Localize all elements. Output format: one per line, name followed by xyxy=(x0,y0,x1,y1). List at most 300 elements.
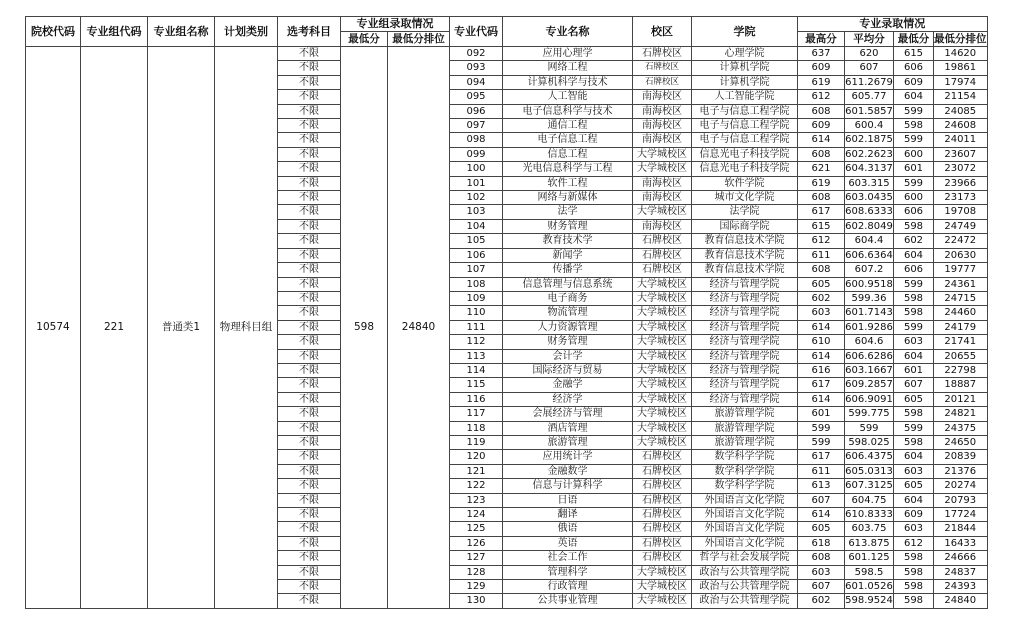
avg-score-cell: 600.9518 xyxy=(845,278,893,290)
admission-table xyxy=(25,16,988,609)
max-score-cell: 608 xyxy=(798,147,845,161)
major-name-cell: 网络工程 xyxy=(503,61,633,75)
major-code-cell: 130 xyxy=(450,594,503,608)
major-code-cell: 122 xyxy=(450,479,503,493)
college-cell: 经济与管理学院 xyxy=(692,277,798,291)
campus-cell: 石牌校区 xyxy=(633,450,692,464)
avg-score-cell: 609.2857 xyxy=(845,379,893,391)
min-score-cell: 609 xyxy=(894,75,934,89)
min-rank-cell: 24608 xyxy=(934,119,988,133)
min-rank-cell: 21154 xyxy=(934,90,988,104)
max-score-cell: 611 xyxy=(798,248,845,262)
campus-cell: 大学城校区 xyxy=(633,580,692,594)
college-cell: 经济与管理学院 xyxy=(692,335,798,349)
max-score-cell: 617 xyxy=(798,205,845,219)
campus-cell: 南海校区 xyxy=(633,191,692,205)
max-score-cell: 608 xyxy=(798,263,845,277)
header-subjects: 选考科目 xyxy=(278,17,341,47)
college-cell: 外国语言文化学院 xyxy=(692,536,798,550)
college-cell: 人工智能学院 xyxy=(692,90,798,104)
min-rank-cell: 24821 xyxy=(934,407,988,421)
min-score-cell: 598 xyxy=(894,580,934,594)
campus-cell: 大学城校区 xyxy=(633,147,692,161)
group-name-cell: 普通类1 xyxy=(148,47,215,609)
max-score-cell: 608 xyxy=(798,191,845,205)
campus-cell: 大学城校区 xyxy=(633,335,692,349)
major-name-cell: 电子信息科学与技术 xyxy=(503,104,633,118)
campus-cell: 南海校区 xyxy=(633,90,692,104)
campus-cell: 南海校区 xyxy=(633,119,692,133)
subject-cell: 不限 xyxy=(278,378,341,392)
college-cell: 旅游管理学院 xyxy=(692,407,798,421)
avg-score-cell: 620 xyxy=(845,47,894,61)
major-name-cell: 传播学 xyxy=(503,263,633,277)
major-name-cell: 人工智能 xyxy=(503,90,633,104)
avg-score-cell: 605.77 xyxy=(845,90,894,104)
major-name-cell: 日语 xyxy=(503,493,633,507)
school-code-cell: 10574 xyxy=(26,47,81,609)
major-code-cell: 112 xyxy=(450,335,503,349)
max-score-cell: 612 xyxy=(798,234,845,248)
subject-cell: 不限 xyxy=(278,219,341,233)
max-score-cell: 603 xyxy=(798,565,845,579)
min-rank-cell: 16433 xyxy=(934,536,988,550)
header-min-rank: 最低分排位 xyxy=(934,33,987,45)
min-score-cell: 604 xyxy=(894,450,934,464)
major-code-cell: 111 xyxy=(450,320,503,334)
college-cell: 教育信息技术学院 xyxy=(692,234,798,248)
plan-type-cell: 物理科目组 xyxy=(215,47,278,609)
subject-cell: 不限 xyxy=(278,450,341,464)
subject-cell: 不限 xyxy=(278,493,341,507)
min-rank-cell: 19861 xyxy=(934,61,988,75)
major-name-cell: 翻译 xyxy=(503,508,633,522)
subject-cell: 不限 xyxy=(278,306,341,320)
campus-cell: 大学城校区 xyxy=(633,306,692,320)
header-major-admission: 专业录取情况 xyxy=(798,17,988,32)
min-score-cell: 605 xyxy=(894,392,934,406)
min-rank-cell: 24666 xyxy=(934,551,988,565)
min-rank-cell: 21376 xyxy=(934,464,988,478)
min-rank-cell: 14620 xyxy=(934,47,988,61)
avg-score-cell: 598.9524 xyxy=(845,595,893,607)
min-score-cell: 600 xyxy=(894,191,934,205)
subject-cell: 不限 xyxy=(278,147,341,161)
max-score-cell: 617 xyxy=(798,378,845,392)
major-code-cell: 109 xyxy=(450,291,503,305)
max-score-cell: 621 xyxy=(798,162,845,176)
max-score-cell: 619 xyxy=(798,176,845,190)
avg-score-cell: 599.775 xyxy=(845,407,894,421)
major-code-cell: 110 xyxy=(450,306,503,320)
max-score-cell: 614 xyxy=(798,133,845,147)
avg-score-cell: 603.1667 xyxy=(845,364,893,376)
max-score-cell: 614 xyxy=(798,392,845,406)
major-name-cell: 财务管理 xyxy=(503,219,633,233)
admission-table-container xyxy=(25,16,988,609)
subject-cell: 不限 xyxy=(278,522,341,536)
avg-score-cell: 601.7143 xyxy=(845,307,893,319)
min-score-cell: 607 xyxy=(894,378,934,392)
subject-cell: 不限 xyxy=(278,594,341,608)
major-name-cell: 会展经济与管理 xyxy=(503,407,633,421)
college-cell: 教育信息技术学院 xyxy=(692,263,798,277)
major-name-cell: 教育技术学 xyxy=(503,234,633,248)
min-score-cell: 606 xyxy=(894,205,934,219)
min-rank-cell: 17974 xyxy=(934,75,988,89)
min-rank-cell: 20121 xyxy=(934,392,988,406)
subject-cell: 不限 xyxy=(278,75,341,89)
subject-cell: 不限 xyxy=(278,191,341,205)
avg-score-cell: 599 xyxy=(845,421,894,435)
college-cell: 信息光电子科技学院 xyxy=(692,147,798,161)
campus-cell: 石牌校区 xyxy=(633,551,692,565)
major-code-cell: 092 xyxy=(450,47,503,61)
min-rank-cell: 19777 xyxy=(934,263,988,277)
min-rank-cell: 24715 xyxy=(934,291,988,305)
min-score-cell: 609 xyxy=(894,508,934,522)
avg-score-cell: 610.8333 xyxy=(845,509,893,520)
major-code-cell: 118 xyxy=(450,421,503,435)
min-score-cell: 603 xyxy=(894,335,934,349)
college-cell: 外国语言文化学院 xyxy=(692,493,798,507)
max-score-cell: 599 xyxy=(798,435,845,449)
major-code-cell: 121 xyxy=(450,464,503,478)
college-cell: 电子与信息工程学院 xyxy=(692,104,798,118)
major-name-cell: 旅游管理 xyxy=(503,435,633,449)
avg-score-cell: 607.2 xyxy=(845,263,894,277)
min-score-cell: 603 xyxy=(894,464,934,478)
min-rank-cell: 20630 xyxy=(934,248,988,262)
subject-cell: 不限 xyxy=(278,580,341,594)
subject-cell: 不限 xyxy=(278,421,341,435)
major-name-cell: 社会工作 xyxy=(503,551,633,565)
min-rank-cell: 24393 xyxy=(934,580,988,594)
max-score-cell: 608 xyxy=(798,104,845,118)
header-group-min-score: 最低分 xyxy=(341,32,388,47)
subject-cell: 不限 xyxy=(278,392,341,406)
major-code-cell: 106 xyxy=(450,248,503,262)
min-score-cell: 605 xyxy=(894,479,934,493)
major-name-cell: 财务管理 xyxy=(503,335,633,349)
min-score-cell: 598 xyxy=(894,291,934,305)
major-name-cell: 法学 xyxy=(503,205,633,219)
subject-cell: 不限 xyxy=(278,119,341,133)
subject-cell: 不限 xyxy=(278,464,341,478)
major-name-cell: 行政管理 xyxy=(503,580,633,594)
min-rank-cell: 21741 xyxy=(934,335,988,349)
max-score-cell: 605 xyxy=(798,277,845,291)
campus-cell: 大学城校区 xyxy=(633,349,692,363)
min-rank-cell: 22798 xyxy=(934,363,988,377)
major-name-cell: 新闻学 xyxy=(503,248,633,262)
major-code-cell: 093 xyxy=(450,61,503,75)
avg-score-cell: 601.0526 xyxy=(845,581,893,593)
min-score-cell: 598 xyxy=(894,306,934,320)
min-rank-cell: 20655 xyxy=(934,349,988,363)
subject-cell: 不限 xyxy=(278,479,341,493)
campus-cell: 石牌校区 xyxy=(633,234,692,248)
max-score-cell: 602 xyxy=(798,291,845,305)
campus-cell: 石牌校区 xyxy=(633,263,692,277)
college-cell: 经济与管理学院 xyxy=(692,378,798,392)
table-body xyxy=(26,47,988,609)
min-rank-cell: 23607 xyxy=(934,147,988,161)
max-score-cell: 609 xyxy=(798,119,845,133)
major-name-cell: 软件工程 xyxy=(503,176,633,190)
subject-cell: 不限 xyxy=(278,47,341,61)
group-min-rank-cell: 24840 xyxy=(388,47,450,609)
max-score-cell: 612 xyxy=(798,90,845,104)
header-major-name: 专业名称 xyxy=(503,17,633,47)
header-major-code: 专业代码 xyxy=(450,17,503,47)
avg-score-cell: 611.2679 xyxy=(845,76,893,88)
max-score-cell: 602 xyxy=(798,594,845,608)
header-avg-score: 平均分 xyxy=(845,32,894,47)
college-cell: 旅游管理学院 xyxy=(692,435,798,449)
campus-cell: 大学城校区 xyxy=(633,291,692,305)
min-score-cell: 599 xyxy=(894,421,934,435)
header-group-min-rank: 最低分排位 xyxy=(388,32,450,47)
campus-cell: 石牌校区 xyxy=(633,522,692,536)
avg-score-cell: 606.9091 xyxy=(845,393,893,405)
header-school-code: 院校代码 xyxy=(26,17,81,47)
major-code-cell: 107 xyxy=(450,263,503,277)
max-score-cell: 610 xyxy=(798,335,845,349)
major-code-cell: 104 xyxy=(450,219,503,233)
avg-score-cell: 601.9286 xyxy=(845,321,893,333)
min-score-cell: 601 xyxy=(894,162,934,176)
min-rank-cell: 24749 xyxy=(934,219,988,233)
avg-score-cell: 603.0435 xyxy=(845,192,893,204)
max-score-cell: 599 xyxy=(798,421,845,435)
header-plan-type: 计划类别 xyxy=(215,17,278,47)
major-code-cell: 100 xyxy=(450,162,503,176)
table-row xyxy=(26,47,988,61)
campus-cell: 大学城校区 xyxy=(633,162,692,176)
major-code-cell: 119 xyxy=(450,435,503,449)
major-code-cell: 125 xyxy=(450,522,503,536)
min-score-cell: 599 xyxy=(894,176,934,190)
max-score-cell: 618 xyxy=(798,536,845,550)
college-cell: 外国语言文化学院 xyxy=(692,508,798,522)
avg-score-cell: 608.6333 xyxy=(845,206,893,218)
subject-cell: 不限 xyxy=(278,363,341,377)
college-cell: 电子与信息工程学院 xyxy=(692,133,798,147)
major-name-cell: 管理科学 xyxy=(503,565,633,579)
major-name-cell: 信息工程 xyxy=(503,147,633,161)
min-score-cell: 598 xyxy=(894,594,934,608)
college-cell: 经济与管理学院 xyxy=(692,392,798,406)
major-code-cell: 128 xyxy=(450,565,503,579)
avg-score-cell: 604.3137 xyxy=(845,163,893,175)
min-score-cell: 604 xyxy=(894,248,934,262)
max-score-cell: 609 xyxy=(798,61,845,75)
subject-cell: 不限 xyxy=(278,536,341,550)
min-score-cell: 604 xyxy=(894,90,934,104)
min-rank-cell: 24460 xyxy=(934,306,988,320)
subject-cell: 不限 xyxy=(278,263,341,277)
min-score-cell: 599 xyxy=(894,133,934,147)
college-cell: 政治与公共管理学院 xyxy=(692,580,798,594)
major-name-cell: 会计学 xyxy=(503,349,633,363)
major-code-cell: 095 xyxy=(450,90,503,104)
min-score-cell: 599 xyxy=(894,320,934,334)
major-name-cell: 经济学 xyxy=(503,392,633,406)
major-code-cell: 105 xyxy=(450,234,503,248)
campus-cell: 石牌校区 xyxy=(633,47,692,61)
min-rank-cell: 17724 xyxy=(934,508,988,522)
subject-cell: 不限 xyxy=(278,61,341,75)
subject-cell: 不限 xyxy=(278,565,341,579)
max-score-cell: 617 xyxy=(798,450,845,464)
college-cell: 国际商学院 xyxy=(692,219,798,233)
subject-cell: 不限 xyxy=(278,320,341,334)
subject-cell: 不限 xyxy=(278,248,341,262)
subject-cell: 不限 xyxy=(278,435,341,449)
subject-cell: 不限 xyxy=(278,234,341,248)
major-code-cell: 117 xyxy=(450,407,503,421)
major-name-cell: 信息管理与信息系统 xyxy=(503,277,633,291)
max-score-cell: 616 xyxy=(798,363,845,377)
min-score-cell: 598 xyxy=(894,407,934,421)
avg-score-cell: 600.4 xyxy=(845,119,894,133)
campus-cell: 大学城校区 xyxy=(633,407,692,421)
avg-score-cell: 603.75 xyxy=(845,522,894,536)
college-cell: 法学院 xyxy=(692,205,798,219)
college-cell: 数学科学学院 xyxy=(692,479,798,493)
campus-cell: 石牌校区 xyxy=(633,536,692,550)
campus-cell: 石牌校区 xyxy=(633,479,692,493)
max-score-cell: 615 xyxy=(798,219,845,233)
min-rank-cell: 24650 xyxy=(934,435,988,449)
major-name-cell: 英语 xyxy=(503,536,633,550)
avg-score-cell: 598.025 xyxy=(845,435,894,449)
college-cell: 经济与管理学院 xyxy=(692,291,798,305)
avg-score-cell: 606.6364 xyxy=(845,249,893,261)
avg-score-cell: 607.3125 xyxy=(845,480,893,492)
major-name-cell: 国际经济与贸易 xyxy=(503,363,633,377)
avg-score-cell: 607 xyxy=(845,61,894,75)
campus-cell: 大学城校区 xyxy=(633,320,692,334)
college-cell: 心理学院 xyxy=(692,47,798,61)
major-name-cell: 金融学 xyxy=(503,378,633,392)
major-code-cell: 116 xyxy=(450,392,503,406)
campus-cell: 南海校区 xyxy=(633,133,692,147)
campus-cell: 大学城校区 xyxy=(633,594,692,608)
major-name-cell: 电子信息工程 xyxy=(503,133,633,147)
major-code-cell: 103 xyxy=(450,205,503,219)
major-name-cell: 光电信息科学与工程 xyxy=(503,162,633,176)
min-rank-cell: 24840 xyxy=(934,594,988,608)
max-score-cell: 613 xyxy=(798,479,845,493)
avg-score-cell: 604.6 xyxy=(845,335,894,349)
min-score-cell: 598 xyxy=(894,219,934,233)
min-score-cell: 603 xyxy=(894,522,934,536)
subject-cell: 不限 xyxy=(278,162,341,176)
min-rank-cell: 23072 xyxy=(934,162,988,176)
min-rank-cell: 23966 xyxy=(934,176,988,190)
major-name-cell: 物流管理 xyxy=(503,306,633,320)
min-rank-cell: 21844 xyxy=(934,522,988,536)
min-score-cell: 598 xyxy=(894,119,934,133)
major-code-cell: 127 xyxy=(450,551,503,565)
major-name-cell: 金融数学 xyxy=(503,464,633,478)
min-rank-cell: 18887 xyxy=(934,378,988,392)
college-cell: 政治与公共管理学院 xyxy=(692,565,798,579)
subject-cell: 不限 xyxy=(278,133,341,147)
avg-score-cell: 598.5 xyxy=(845,565,894,579)
subject-cell: 不限 xyxy=(278,277,341,291)
min-rank-cell: 20274 xyxy=(934,479,988,493)
campus-cell: 南海校区 xyxy=(633,176,692,190)
major-code-cell: 102 xyxy=(450,191,503,205)
header-group-name: 专业组名称 xyxy=(148,17,215,47)
header-min-score: 最低分 xyxy=(894,32,934,47)
min-rank-cell: 23173 xyxy=(934,191,988,205)
min-score-cell: 615 xyxy=(894,47,934,61)
max-score-cell: 611 xyxy=(798,464,845,478)
major-code-cell: 120 xyxy=(450,450,503,464)
min-rank-cell: 22472 xyxy=(934,234,988,248)
header-campus: 校区 xyxy=(633,17,692,47)
max-score-cell: 637 xyxy=(798,47,845,61)
campus-cell: 大学城校区 xyxy=(633,435,692,449)
college-cell: 城市文化学院 xyxy=(692,191,798,205)
min-score-cell: 599 xyxy=(894,104,934,118)
avg-score-cell: 601.5857 xyxy=(845,105,893,117)
college-cell: 信息光电子科技学院 xyxy=(692,162,798,176)
min-rank-cell: 24837 xyxy=(934,565,988,579)
subject-cell: 不限 xyxy=(278,176,341,190)
avg-score-cell: 604.75 xyxy=(845,493,894,507)
avg-score-cell: 601.125 xyxy=(845,551,894,565)
college-cell: 计算机学院 xyxy=(692,75,798,89)
min-score-cell: 601 xyxy=(894,363,934,377)
campus-cell: 大学城校区 xyxy=(633,565,692,579)
avg-score-cell: 602.8049 xyxy=(845,220,893,232)
college-cell: 计算机学院 xyxy=(692,61,798,75)
max-score-cell: 601 xyxy=(798,407,845,421)
major-name-cell: 公共事业管理 xyxy=(503,594,633,608)
min-score-cell: 612 xyxy=(894,536,934,550)
min-score-cell: 604 xyxy=(894,349,934,363)
subject-cell: 不限 xyxy=(278,291,341,305)
campus-cell: 石牌校区 xyxy=(633,464,692,478)
min-rank-cell: 19708 xyxy=(934,205,988,219)
max-score-cell: 619 xyxy=(798,75,845,89)
header-max-score: 最高分 xyxy=(798,32,845,47)
major-code-cell: 123 xyxy=(450,493,503,507)
campus-cell: 大学城校区 xyxy=(633,363,692,377)
avg-score-cell: 602.1875 xyxy=(845,134,893,146)
avg-score-cell: 602.2623 xyxy=(845,148,893,160)
campus-cell: 石牌校区 xyxy=(633,75,692,89)
college-cell: 经济与管理学院 xyxy=(692,306,798,320)
subject-cell: 不限 xyxy=(278,335,341,349)
college-cell: 电子与信息工程学院 xyxy=(692,119,798,133)
max-score-cell: 605 xyxy=(798,522,845,536)
major-code-cell: 108 xyxy=(450,277,503,291)
major-code-cell: 101 xyxy=(450,176,503,190)
min-score-cell: 604 xyxy=(894,493,934,507)
campus-cell: 南海校区 xyxy=(633,104,692,118)
subject-cell: 不限 xyxy=(278,508,341,522)
major-code-cell: 129 xyxy=(450,580,503,594)
major-name-cell: 信息与计算科学 xyxy=(503,479,633,493)
campus-cell: 石牌校区 xyxy=(633,61,692,75)
major-code-cell: 113 xyxy=(450,349,503,363)
